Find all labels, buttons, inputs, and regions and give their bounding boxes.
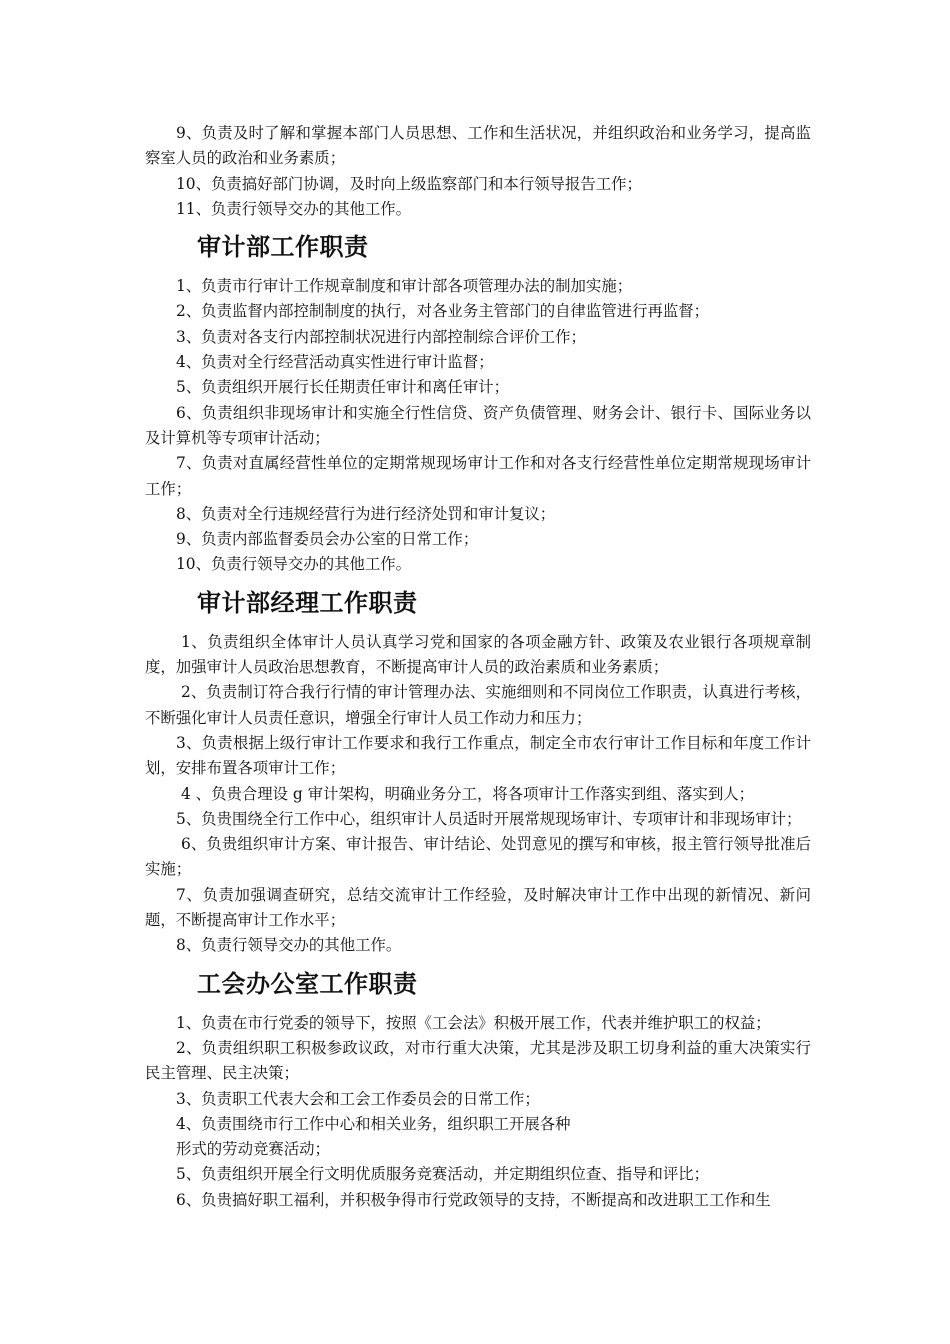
list-item: 8、负责行领导交办的其他工作。	[176, 936, 402, 955]
list-item: 6、负贵搞好职工福利，并积极争得市行党政领导的支持，不断提高和改进职工工作和生	[176, 1190, 771, 1209]
list-item: 4、负责围绕市行工作中心和相关业务，组织职工开展各种	[176, 1114, 571, 1133]
list-item: 形式的劳动竞赛活动；	[176, 1140, 330, 1159]
section-heading: 工会办公室工作职责	[197, 969, 418, 998]
list-item: 3、负责职工代表大会和工会工作委员会的日常工作；	[176, 1089, 540, 1108]
list-item: 1、负责市行审计工作规章制度和审计部各项管理办法的制加实施；	[176, 277, 633, 296]
list-item: 2、负责制订符合我行行情的审计管理办法、实施细则和不同岗位工作职责，认真进行考核，不断强化审计人员责任意识，增强全行审计人员工作动力和压力；	[145, 683, 811, 727]
list-item: 7、负责对直属经营性单位的定期常规现场审计工作和对各支行经营性单位定期常规现场审计工作；	[145, 454, 811, 498]
list-item: 9、负责内部监督委员会办公室的日常工作；	[176, 530, 479, 549]
list-item: 6、负责组织非现场审计和实施全行性信贷、资产负债管理、财务会计、银行卡、国际业务以及计算机等专项审计活动；	[145, 403, 811, 447]
list-item: 1、负责组织全体审计人员认真学习党和国家的各项金融方针、政策及农业银行各项规章制度，加强审计人员政治思想教育，不断提高审计人员的政治素质和业务素质；	[145, 632, 811, 677]
list-item: 3、负责根据上级行审计工作要求和我行工作重点，制定全市农行审计工作目标和年度工作计划，安排布置各项审计工作；	[145, 733, 811, 778]
list-item: 2、负责组织职工积极参政议政，对市行重大决策，尤其是涉及职工切身利益的重大决策实行民主管理、民主决策；	[145, 1038, 811, 1083]
section-union-office	[145, 969, 811, 1213]
list-item: 5、负责组织开展行长任期责任审计和离任审计；	[176, 378, 509, 397]
list-item: 2、负责监督内部控制制度的执行，对各业务主管部门的自律监管进行再监督；	[176, 302, 710, 321]
list-item: 9、负责及时了解和掌握本部门人员思想、工作和生活状况，并组织政治和业务学习，提高监察室人员的政治和业务素质；	[145, 124, 811, 168]
list-item: 10、负责搞好部门协调，及时向上级监察部门和本行领导报告工作；	[176, 174, 642, 193]
section-monitoring-tail	[145, 121, 811, 222]
list-item: 11、负责行领导交办的其他工作。	[176, 199, 412, 218]
list-item: 6、负贵组织审计方案、审计报告、审计结论、处罚意见的撰写和审核，报主管行领导批准后实施；	[145, 835, 811, 879]
list-item: 1、负责在市行党委的领导下，按照《工会法》积极开展工作，代表并维护职工的权益；	[176, 1013, 771, 1032]
list-item: 5、负贵围绕全行工作中心，组织审计人员适时开展常规现场审计、专项审计和非现场审计；	[176, 809, 802, 828]
list-item: 10、负责行领导交办的其他工作。	[176, 555, 412, 574]
list-item: 4 、负贵合理设 g 审计架构，明确业务分工，将各项审计工作落实到组、落实到人；	[181, 784, 754, 803]
list-item: 5、负责组织开展全行文明优质服务竞赛活动，并定期组织位查、指导和评比；	[176, 1165, 710, 1184]
list-item: 3、负责对各支行内部控制状况进行内部控制综合评价工作；	[176, 327, 586, 346]
section-heading: 审计部工作职责	[197, 233, 369, 262]
section-audit-manager	[145, 588, 811, 959]
document-page	[145, 121, 811, 1213]
list-item: 8、负责对全行违规经营行为进行经济处罚和审计复议；	[176, 504, 556, 523]
section-heading: 审计部经理工作职责	[197, 588, 418, 617]
list-item: 7、负责加强调查研究，总结交流审计工作经验，及时解决审计工作中出现的新情况、新问题，不断提高审计工作水平；	[145, 885, 811, 930]
list-item: 4、负责对全行经营活动真实性进行审计监督；	[176, 353, 494, 372]
section-audit-dept	[145, 232, 811, 578]
